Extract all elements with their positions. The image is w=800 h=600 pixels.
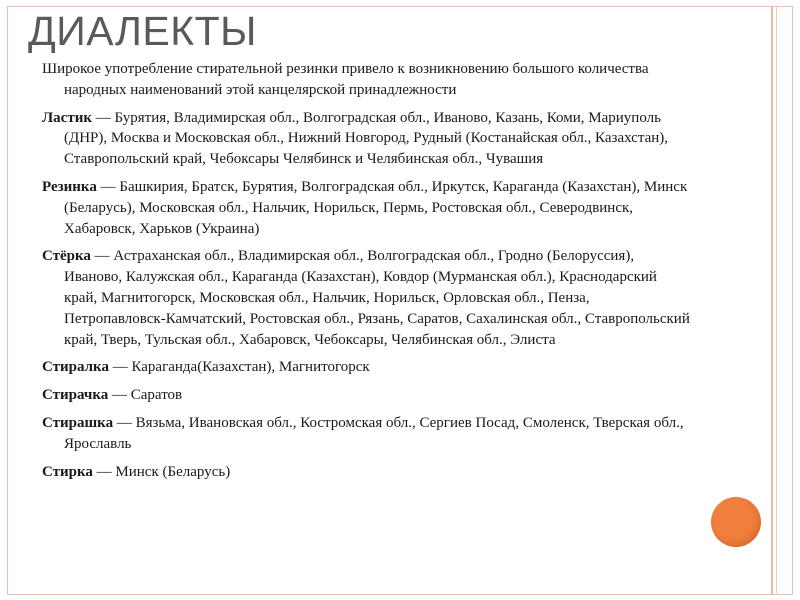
entry-term: Стирка (42, 463, 93, 480)
entry-text: — Вязьма, Ивановская обл., Костромская обл., Сергиев Посад, Смоленск, Тверская обл., Ярославль (64, 414, 684, 452)
slide-title: ДИАЛЕКТЫ (28, 8, 257, 54)
right-decorative-rule-inner (776, 6, 777, 595)
entry-term: Ластик (42, 109, 92, 126)
entry-text: — Караганда(Казахстан), Магнитогорск (108, 359, 370, 376)
entry-stirashka (42, 413, 692, 455)
entry-lastik (42, 108, 692, 170)
entry-term: Резинка (42, 178, 97, 195)
entry-stirachka (42, 385, 692, 406)
entry-stiralka (42, 357, 692, 378)
entry-term: Стирашка (42, 414, 114, 431)
entry-text: — Башкирия, Братск, Бурятия, Волгоградская обл., Иркутск, Караганда (Казахстан), Минск (Беларусь), Московская обл., Нальчик, Норильск, Пермь, Ростовская обл., Северодвинск, Хабаровск, Харьков (Украина) (64, 178, 688, 237)
entry-text: — Саратов (108, 387, 183, 404)
entry-text: — Астраханская обл., Владимирская обл., Волгоградская обл., Гродно (Белоруссия), Иваново, Калужская обл., Караганда (Казахстан), Ковдор (Мурманская обл.), Краснодарский край, Магнитогорск, Московская обл., Нальчик, Норильск, Орловская обл., Пенза, Петропавловск-Камчатский, Ростовская обл., Рязань, Саратов, Сахалинская обл., Ставропольский край, Тверь, Тульская обл., Хабаровск, Чебоксары, Челябинская обл., Элиста (64, 248, 690, 348)
entry-text: — Бурятия, Владимирская обл., Волгоградская обл., Иваново, Казань, Коми, Мариуполь (ДНР), Москва и Московская обл., Нижний Новгород, Рудный (Костанайская обл., Казахстан), Ставропольский край, Чебоксары Челябинск и Челябинская обл., Чувашия (64, 109, 668, 168)
entry-sterka (42, 246, 692, 350)
slide-content (42, 59, 692, 489)
accent-circle-decoration (711, 497, 761, 547)
entry-text: — Минск (Беларусь) (92, 463, 231, 480)
intro-paragraph: Широкое употребление стирательной резинки привело к возникновению большого количества народных наименований этой канцелярской принадлежности (42, 61, 649, 98)
entry-stirka (42, 462, 692, 483)
entry-rezinka (42, 177, 692, 239)
right-decorative-rule (771, 6, 773, 595)
entry-term: Стёрка (42, 248, 91, 265)
entry-term: Стиралка (42, 359, 109, 376)
entry-term: Стирачка (42, 387, 109, 404)
